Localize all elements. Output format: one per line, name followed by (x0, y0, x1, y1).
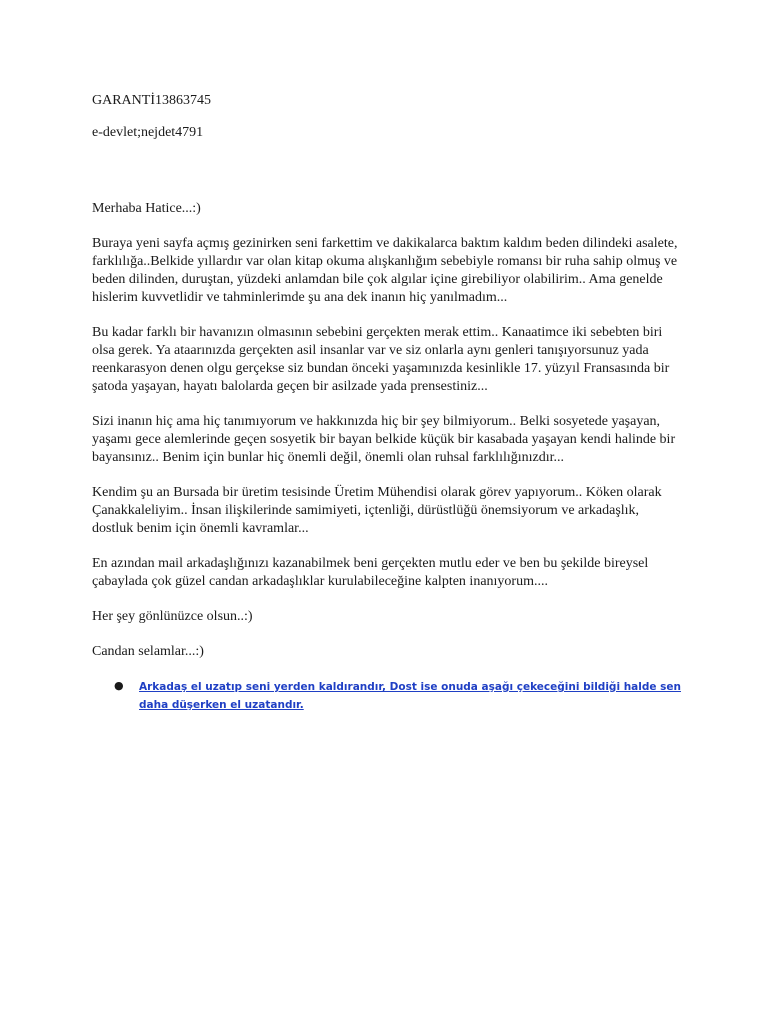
bullet-icon: ● (114, 679, 124, 692)
letter-closing-wish: Her şey gönlünüzce olsun..:) (92, 609, 253, 624)
friendship-quote-link[interactable]: Arkadaş el uzatıp seni yerden kaldırandır, Dost ise onuda aşağı çekeceğini bildiği halde sen daha düşerken el uzatandır. (139, 681, 681, 711)
letter-paragraph-5: En azından mail arkadaşlığınızı kazanabilmek beni gerçekten mutlu eder ve ben bu şekilde bireysel çabaylada çok güzel candan arkadaşlıklar kurulabileceğine kalpten inanıyorum.... (92, 556, 649, 589)
letter-paragraph-2: Bu kadar farklı bir havanızın olmasının sebebini gerçekten merak ettim.. Kanaatimce iki sebebten biri olsa gerek. Ya ataarınızda gerçekten asil insanlar var ve siz onlarla aynı genleri tanışıyorsunuz yada reenkarasyon denen olgu gerçekse siz bundan önceki yaşamınızda kesinlikle 17. yüzyıl Fransasında bir şatoda yaşayan, hayatı balolarda geçen bir asilzade yada prensestiniz... (92, 325, 670, 394)
letter-paragraph-3: Sizi inanın hiç ama hiç tanımıyorum ve hakkınızda hiç bir şey bilmiyorum.. Belki sosyetede yaşayan, yaşamı gece alemlerinde geçen sosyetik bir bayan belkide küçük bir kasabada yaşayan kendi halinde bir bayansınız.. Benim için bunlar hiç önemli değil, önemli olan ruhsal farklılığınızdır... (92, 414, 676, 465)
letter-paragraph-4: Kendim şu an Bursada bir üretim tesisinde Üretim Mühendisi olarak görev yapıyorum.. Köken olarak Çanakkaleliyim.. İnsan ilişkilerinde samimiyeti, içtenliği, dürüstlüğü önemsiyorum ve arkadaşlık, dostluk benim için önemli kavramlar... (92, 485, 662, 536)
spacer (92, 156, 682, 200)
garanti-line: GARANTİ13863745 (92, 93, 211, 108)
document-page (92, 92, 682, 714)
link-list (92, 678, 682, 714)
letter-paragraph-1: Buraya yeni sayfa açmış gezinirken seni farkettim ve dakikalarca baktım kaldım beden dilindeki asalete, farklılığa..Belkide yıllardır var olan kitap okuma alışkanlığım sebebiyle romansı bir ruha sahip olmuş ve beden dilinden, duruştan, yüzdeki anlamdan bile çok algılar içine girebiliyor olabilirim.. Ama genelde hislerim kuvvetlidir ve tahminlerimde şu ana dek inanın hiç yanılmadım... (92, 236, 678, 305)
edevlet-line: e-devlet;nejdet4791 (92, 125, 204, 140)
letter-greeting: Merhaba Hatice...:) (92, 201, 201, 216)
list-item (92, 678, 682, 714)
letter-signoff: Candan selamlar...:) (92, 644, 204, 659)
